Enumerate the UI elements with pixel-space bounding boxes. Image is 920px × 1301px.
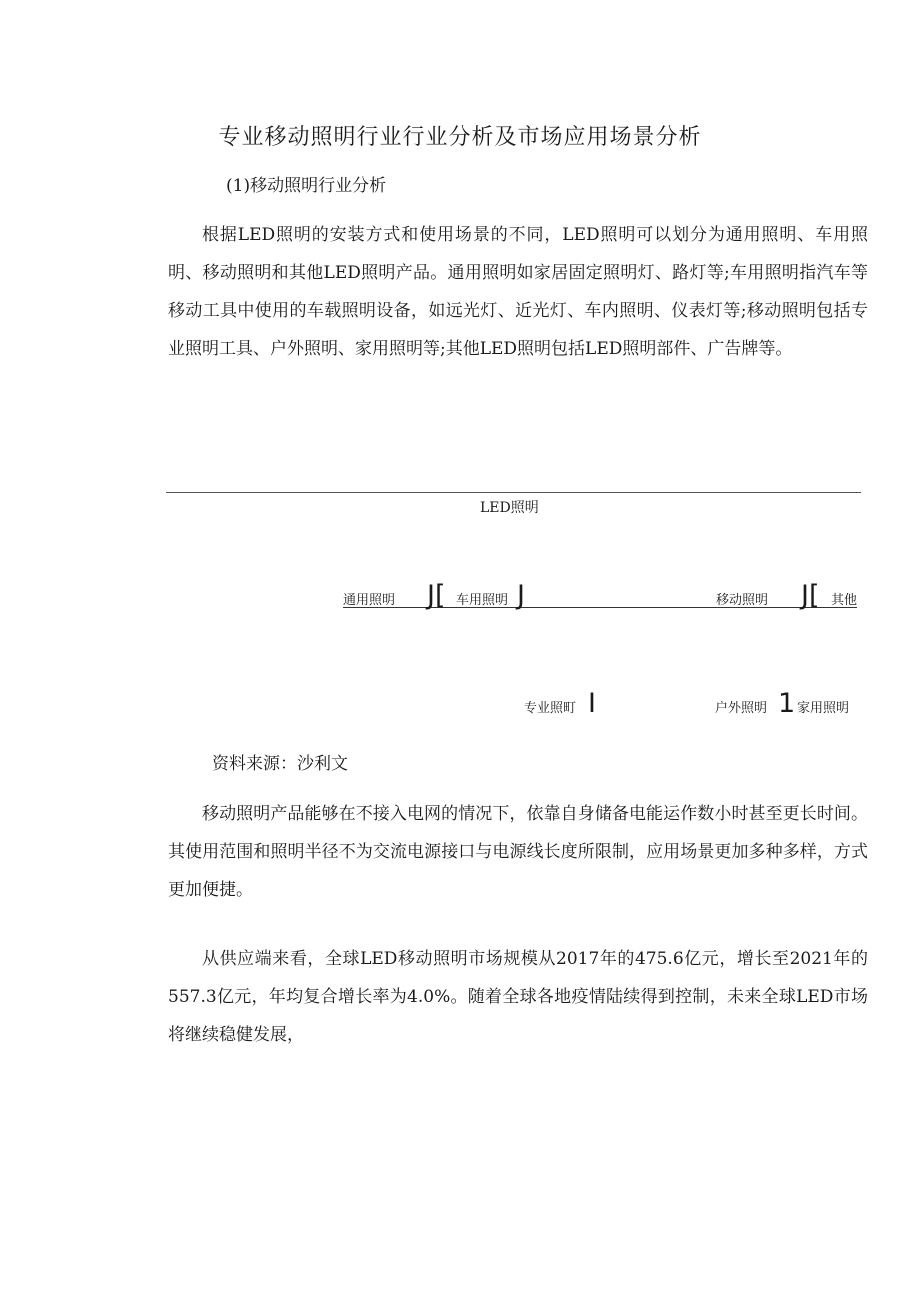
node-vehicle-lighting: 车用照明 bbox=[456, 593, 509, 608]
node-professional-lighting: 专业照町 bbox=[524, 701, 577, 716]
node-mobile-lighting: 移动照明 bbox=[716, 593, 769, 608]
node-other: 其他 bbox=[831, 593, 858, 608]
page-title: 专业移动照明行业行业分析及市场应用场景分析 bbox=[218, 125, 702, 150]
node-home-lighting: 家用照明 bbox=[797, 701, 850, 716]
source-note: 资料来源：沙利文 bbox=[212, 754, 348, 774]
diagram-level1-line bbox=[343, 607, 857, 608]
diagram-root-label: LED照明 bbox=[480, 500, 539, 516]
connector-glyph-b: J bbox=[517, 580, 525, 611]
intro-paragraph: 根据LED照明的安装方式和使用场景的不同，LED照明可以划分为通用照明、车用照明、移动照明和其他LED照明产品。通用照明如家居固定照明灯、路灯等;车用照明指汽车等移动工具中使用的车载照明设备，如远光灯、近光灯、车内照明、仪表灯等;移动照明包括专业照明工具、户外照明、家用照明等;其他LED照明包括LED照明部件、广告牌等。 bbox=[168, 225, 868, 359]
connector-glyph-c: J[ bbox=[801, 580, 820, 611]
description-paragraph: 移动照明产品能够在不接入电网的情况下，依靠自身储备电能运作数小时甚至更长时间。其使用范围和照明半径不为交流电源接口与电源线长度所限制，应用场景更加多种多样，方式更加便捷。 bbox=[168, 804, 868, 900]
connector-glyph-d: I bbox=[588, 688, 596, 719]
diagram-top-rule bbox=[166, 492, 861, 493]
section-heading: (1)移动照明行业分析 bbox=[226, 176, 387, 196]
connector-glyph-a: J[ bbox=[427, 580, 446, 611]
node-general-lighting: 通用照明 bbox=[343, 593, 396, 608]
node-outdoor-lighting: 户外照明 bbox=[715, 701, 768, 716]
connector-glyph-e: 1 bbox=[778, 688, 796, 719]
market-paragraph: 从供应端来看，全球LED移动照明市场规模从2017年的475.6亿元，增长至2021年的557.3亿元，年均复合增长率为4.0%。随着全球各地疫情陆续得到控制，未来全球LED市场将继续稳健发展， bbox=[168, 949, 868, 1045]
